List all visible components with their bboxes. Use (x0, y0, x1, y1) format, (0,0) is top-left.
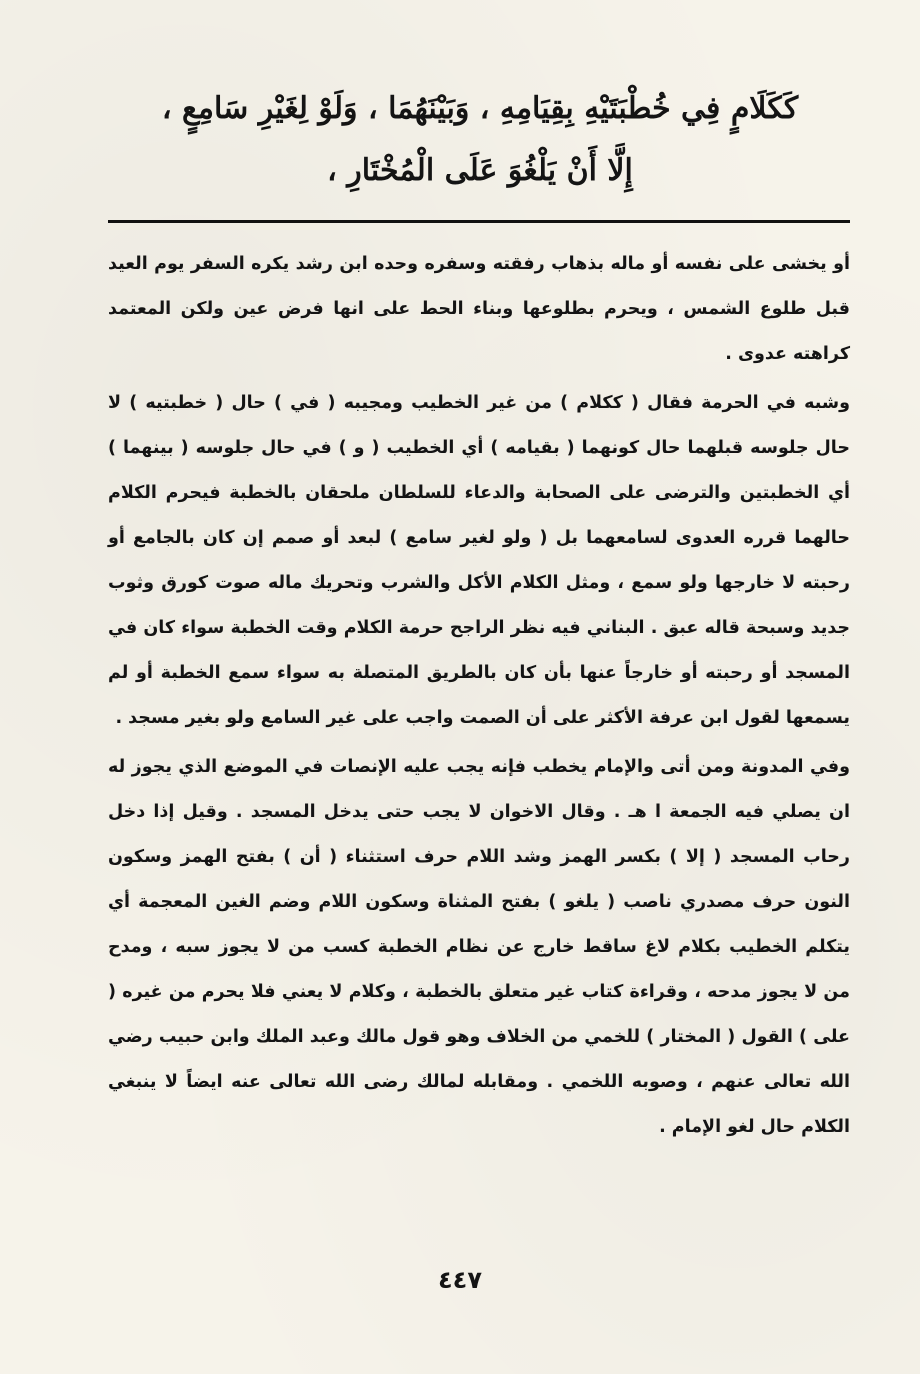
matn-line-2: إِلَّا أَنْ يَلْغُوَ عَلَى الْمُخْتَارِ ، (327, 153, 633, 188)
page-number: ٤٤٧ (438, 1266, 482, 1294)
commentary-paragraph-1: أو يخشى على نفسه أو ماله بذهاب رفقته وسفره وحده ابن رشد يكره السفر يوم العيد قبل طلوع الشمس ، ويحرم بطلوعها وبناء الحط على انها فرض عين ولكن المعتمد كراهته عدوى . (108, 254, 850, 364)
commentary-paragraph-3: وفي المدونة ومن أتى والإمام يخطب فإنه يجب عليه الإنصات في الموضع الذي يجوز له ان يصلي فيه الجمعة ا هـ . وقال الاخوان لا يجب حتى يدخل المسجد . وقيل إذا دخل رحاب المسجد ( إلا ) بكسر الهمز وشد اللام حرف استثناء ( أن ) بفتح الهمز وسكون النون حرف مصدري ناصب ( يلغو ) بفتح المثناة وسكون اللام وضم الغين المعجمة أي يتكلم الخطيب بكلام لاغ ساقط خارج عن نظام الخطبة كسب من لا يجوز سبه ، ومدح من لا يجوز مدحه ، وقراءة كتاب غير متعلق بالخطبة ، وكلام لا يعني فلا يحرم من غيره ( على ) القول ( المختار ) للخمي من الخلاف وهو قول مالك وعبد الملك وابن حبيب رضي الله تعالى عنهم ، وصوبه اللخمي . ومقابله لمالك رضى الله تعالى عنه ايضاً لا ينبغي الكلام حال لغو الإمام . (108, 757, 850, 1137)
header-divider (108, 220, 850, 223)
matn-verse-header (110, 78, 850, 202)
commentary-paragraph-2: وشبه في الحرمة فقال ( ككلام ) من غير الخطيب ومجيبه ( في ) حال ( خطبتيه ) لا حال جلوسه قبلهما حال كونهما ( بقيامه ) أي الخطيب ( و ) في حال جلوسه ( بينهما ) أي الخطبتين والترضى على الصحابة والدعاء للسلطان ملحقان بالخطبة فيحرم الكلام حالهما قرره العدوى لسامعهما بل ( ولو لغير سامع ) لبعد أو صمم إن كان بالجامع أو رحبته لا خارجها ولو سمع ، ومثل الكلام الأكل والشرب وتحريك ماله صوت كورق وثوب جديد وسبحة قاله عبق . البناني فيه نظر الراجح حرمة الكلام وقت الخطبة سواء كان في المسجد أو رحبته أو خارجاً عنها بأن كان بالطريق المتصلة به سواء سمع الخطبة أو لم يسمعها لقول ابن عرفة الأكثر على أن الصمت واجب على غير السامع ولو بغير مسجد . (108, 393, 850, 728)
commentary-body (108, 242, 850, 1150)
matn-line-1: كَكَلَامٍ فِي خُطْبَتَيْهِ بِقِيَامِهِ ، وَبَيْنَهُمَا ، وَلَوْ لِغَيْرِ سَامِعٍ ، (161, 91, 799, 126)
